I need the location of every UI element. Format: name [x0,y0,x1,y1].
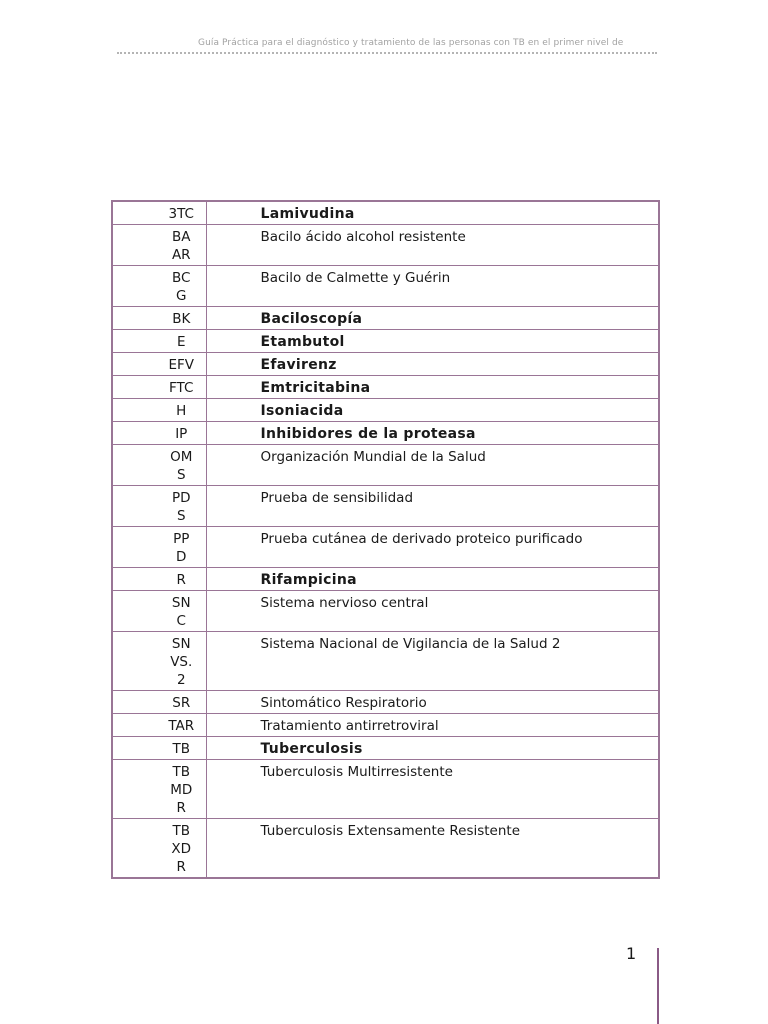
abbreviation-text: BAAR [171,229,191,263]
table-row [112,632,659,691]
definition-cell: Sistema Nacional de Vigilancia de la Salud 2 [206,632,659,691]
abbreviation-cell [112,376,206,399]
running-header: Guía Práctica para el diagnóstico y tratamiento de las personas con TB en el primer nivel de [198,38,624,48]
abbreviation-cell [112,486,206,527]
abbreviation-text: TBMDR [170,764,193,816]
abbreviation-text: PDS [171,490,191,524]
table-row [112,760,659,819]
abbreviation-cell [112,632,206,691]
abbreviation-text: SNC [171,595,191,629]
abbreviation-text: H [176,403,187,419]
abbreviation-cell [112,568,206,591]
table-row [112,399,659,422]
abbreviations-table-body [112,201,659,878]
abbreviation-text: PPD [173,531,190,565]
definition-cell: Etambutol [206,330,659,353]
abbreviation-text: BK [172,311,191,327]
definition-cell: Emtricitabina [206,376,659,399]
abbreviation-cell [112,760,206,819]
table-row [112,737,659,760]
definition-cell: Tratamiento antirretroviral [206,714,659,737]
definition-cell: Prueba de sensibilidad [206,486,659,527]
abbreviation-cell [112,691,206,714]
definition-cell: Organización Mundial de la Salud [206,445,659,486]
table-row [112,714,659,737]
abbreviation-cell [112,399,206,422]
definition-cell: Lamivudina [206,201,659,225]
abbreviation-cell [112,527,206,568]
definition-cell: Bacilo ácido alcohol resistente [206,225,659,266]
abbreviation-text: OMS [170,449,193,483]
definition-cell: Rifampicina [206,568,659,591]
table-row [112,225,659,266]
table-row [112,307,659,330]
abbreviation-text: FTC [169,380,194,396]
abbreviation-text: TAR [168,718,195,734]
abbreviations-table [111,200,660,879]
abbreviation-cell [112,819,206,879]
table-row [112,330,659,353]
abbreviation-text: SNVS. 2 [170,636,193,688]
abbreviation-text: BCG [172,270,191,304]
table-row [112,527,659,568]
table-row [112,353,659,376]
abbreviation-text: TBXDR [171,823,192,875]
header-dotted-rule [117,52,657,54]
definition-cell: Efavirenz [206,353,659,376]
table-row [112,445,659,486]
definition-cell: Prueba cutánea de derivado proteico purificado [206,527,659,568]
definition-cell: Inhibidores de la proteasa [206,422,659,445]
definition-cell: Tuberculosis [206,737,659,760]
table-row [112,422,659,445]
abbreviation-cell [112,307,206,330]
abbreviation-cell [112,353,206,376]
definition-cell: Sistema nervioso central [206,591,659,632]
abbreviation-text: 3TC [168,206,194,222]
abbreviation-cell [112,737,206,760]
definition-cell: Sintomático Respiratorio [206,691,659,714]
abbreviation-cell [112,591,206,632]
abbreviation-cell [112,422,206,445]
definition-cell: Bacilo de Calmette y Guérin [206,266,659,307]
abbreviation-text: TB [172,741,190,757]
definition-cell: Isoniacida [206,399,659,422]
abbreviation-cell [112,330,206,353]
abbreviation-cell [112,266,206,307]
abbreviation-text: SR [172,695,191,711]
table-row [112,591,659,632]
abbreviation-text: EFV [168,357,195,373]
abbreviation-cell [112,201,206,225]
table-row [112,568,659,591]
abbreviation-cell [112,714,206,737]
page-number: 1 [626,944,637,963]
abbreviation-text: E [176,334,186,350]
table-row [112,819,659,879]
abbreviation-cell [112,225,206,266]
table-row [112,486,659,527]
table-row [112,266,659,307]
definition-cell: Tuberculosis Extensamente Resistente [206,819,659,879]
page-side-rule [657,948,659,1024]
table-row [112,376,659,399]
table-row [112,691,659,714]
abbreviation-text: R [176,572,186,588]
definition-cell: Baciloscopía [206,307,659,330]
abbreviation-text: IP [175,426,188,442]
table-row [112,201,659,225]
abbreviation-cell [112,445,206,486]
definition-cell: Tuberculosis Multirresistente [206,760,659,819]
